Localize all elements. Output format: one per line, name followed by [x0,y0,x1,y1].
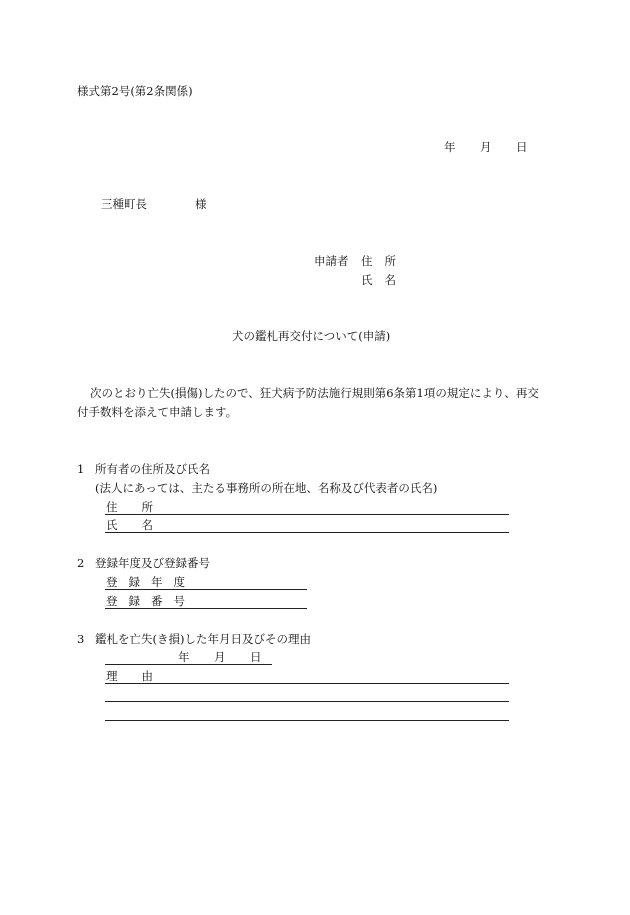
section2-number: 2 [77,556,85,570]
form-number: 様式第2号(第2条関係) [77,84,193,98]
section3-date-month: 月 [214,650,226,664]
addressee-honorific: 様 [195,197,207,211]
section3-heading: 鑑札を亡失(き損)した年月日及びその理由 [95,632,311,646]
section1-name-label: 氏 名 [106,518,153,532]
document-title: 犬の鑑札再交付について(申請) [232,329,391,343]
applicant-address-label: 住 所 [361,254,396,268]
section1-name-line [105,532,509,533]
date-month: 月 [480,140,492,154]
section2-year-line [105,589,307,590]
date-day: 日 [516,140,528,154]
section3-date-day: 日 [250,650,262,664]
date-year: 年 [444,140,456,154]
section2-heading: 登録年度及び登録番号 [95,556,210,570]
section2-number-line [105,608,307,609]
body-line-2: 付手数料を添えて申請します。 [77,405,238,419]
section3-reason-line-3 [105,720,509,721]
section2-year-label: 登 録 年 度 [106,575,185,589]
section3-reason-label: 理 由 [106,669,153,683]
section3-number: 3 [77,632,85,646]
addressee-name: 三種町長 [101,197,147,211]
section3-reason-line-2 [105,701,509,702]
section3-reason-line-1 [105,683,509,684]
body-line-1: 次のとおり亡失(損傷)したので、狂犬病予防法施行規則第6条第1項の規定により、再交 [90,386,539,400]
section1-address-label: 住 所 [106,500,153,514]
section1-address-line [105,514,509,515]
section2-number-label: 登 録 番 号 [106,594,185,608]
section1-number: 1 [77,462,85,476]
applicant-name-label: 氏 名 [361,273,396,287]
section3-date-year: 年 [178,650,190,664]
section1-note: (法人にあっては、主たる事務所の所在地、名称及び代表者の氏名) [95,481,438,495]
section1-heading: 所有者の住所及び氏名 [95,462,210,476]
applicant-label: 申請者 [314,254,349,268]
section3-date-line [105,664,272,665]
